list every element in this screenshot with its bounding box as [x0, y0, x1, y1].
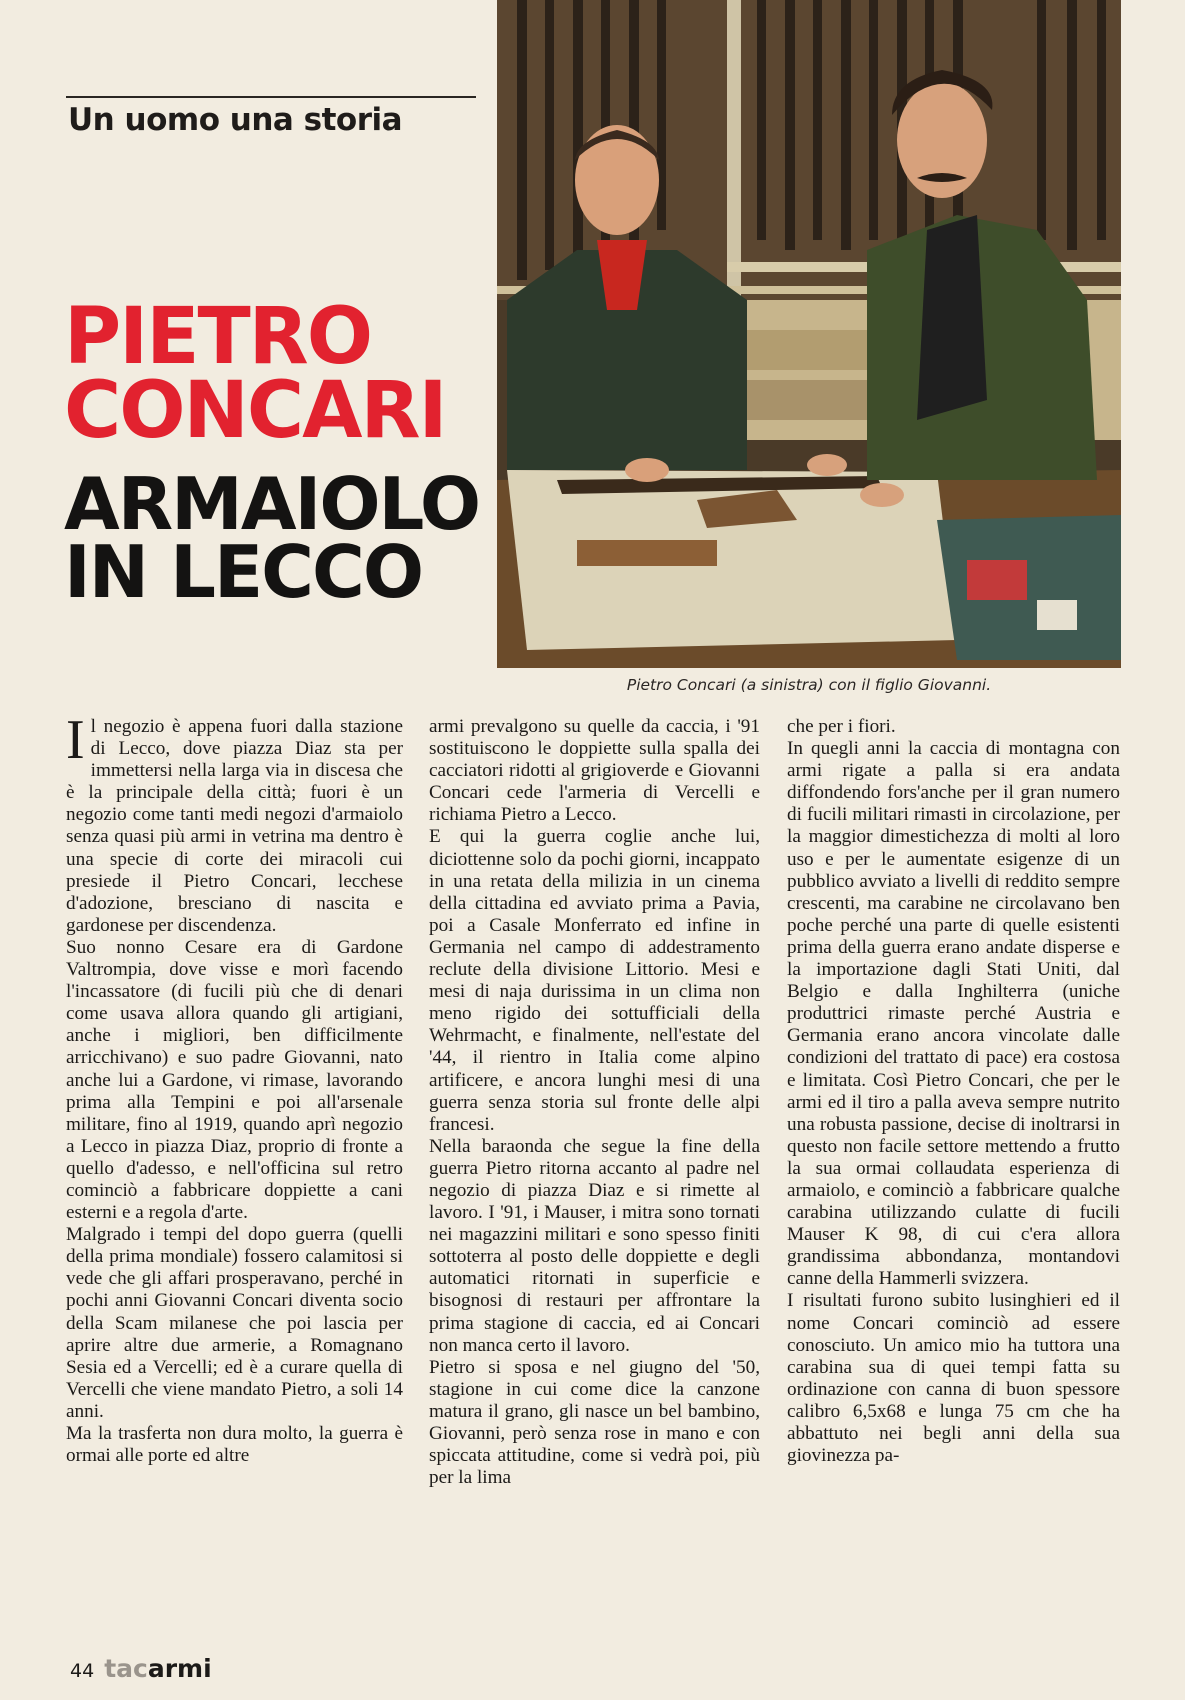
headline-subtitle: [64, 462, 494, 615]
headline-name-line1: PIETRO: [64, 292, 372, 382]
paragraph: Suo nonno Cesare era di Gardone Valtrompia, dove visse e morì facendo l'incassatore (di fucili più che di denari come usava allora quando gli artigiani, anche i migliori, ben difficilmente arricchivano) e suo padre Giovanni, nato anche lui a Gardone, vi rimase, lavorando prima alla Tempini e poi all'arsenale militare, fino al 1919, quando aprì negozio a Lecco in piazza Diaz, proprio di fronte a quello d'adesso, e nell'officina sul retro cominciò a fabbricare doppiette a cani esterni e a regola d'arte.: [66, 936, 403, 1224]
article-column-2: [429, 716, 760, 1606]
magazine-logo-part1: tac: [104, 1654, 148, 1683]
page-number: 44: [70, 1660, 95, 1682]
kicker-rule: [66, 96, 476, 98]
paragraph: Nella baraonda che segue la fine della guerra Pietro ritorna accanto al padre nel negozio di piazza Diaz e si rimette al lavoro. I '91, i Mauser, i mitra sono tornati nei magazzini militari e sono spesso finiti sottoterra al posto delle doppiette e degli automatici ritornati in superficie e bisognosi di restauri per affrontare la prima stagione di caccia, ed ai Concari non manca certo il lavoro.: [429, 1135, 760, 1356]
paragraph: Malgrado i tempi del dopo guerra (quelli della prima mondiale) fossero calamitosi si vede che gli affari prosperavano, perché in pochi anni Giovanni Concari diventa socio della Scam milanese che poi lascia per aprire altre due armerie, a Romagnano Sesia ed a Vercelli; ed è a curare quella di Vercelli che viene mandato Pietro, a soli 14 anni.: [66, 1224, 403, 1422]
paragraph: armi prevalgono su quelle da caccia, i '91 sostituiscono le doppiette sulla spalla dei cacciatori ridotti al grigioverde e Giovanni Concari cede l'armeria di Vercelli e richiama Pietro a Lecco.: [429, 716, 760, 826]
paragraph: In quegli anni la caccia di montagna con armi rigate a palla si era andata diffondendo fors'anche per il gran numero di fucili militari rimasti in circolazione, per la maggior dimestichezza di molti al loro uso e per le aumentate esigenze di un pubblico avviato a livelli di reddito sempre crescenti, ma carabine ne circolavano ben poche perché una parte di quelle esistenti prima della guerra erano andate disperse e la importazione dagli Stati Uniti, dal Belgio e dalla Inghilterra (uniche produttrici rimaste perché Austria e Germania erano ancora vincolate dalle condizioni del trattato di pace) era costosa e limitata. Così Pietro Concari, che per le armi ed il tiro a palla aveva sempre nutrito una robusta passione, decise di inoltrarsi in questo non facile settore mettendo a frutto la sua ormai collaudata esperienza di armaiolo, e cominciò a fabbricare qualche carabina utilizzando culatte di fucili Mauser K 98, di cui c'era allora grandissima abbondanza, montandovi canne della Hammerli svizzera.: [787, 738, 1120, 1290]
headline-name-line2: CONCARI: [64, 366, 446, 457]
magazine-logo-part2: armi: [147, 1654, 212, 1683]
drop-cap: I: [66, 716, 85, 771]
page-footer: [70, 1654, 212, 1683]
article-column-1: [66, 716, 403, 1606]
paragraph: Ma la trasferta non dura molto, la guerra è ormai alle porte ed altre: [66, 1423, 403, 1467]
paragraph: E qui la guerra coglie anche lui, diciottenne solo da pochi giorni, incappato in una retata della milizia in un cinema della cittadina ed avviato prima a Pavia, poi a Casale Monferrato ed infine in Germania nel campo di addestramento reclute della divisione Littorio. Mesi e mesi di naja durissima in un clima non meno rigido dei sottufficiali della Wehrmacht, e finalmente, nell'estate del '44, il rientro in Italia come alpino artificere, e ancora lunghi mesi di una guerra senza storia sul fronte delle alpi francesi.: [429, 826, 760, 1135]
shop-photo: [497, 0, 1121, 668]
paragraph: che per i fiori.: [787, 716, 896, 737]
photo-caption: Pietro Concari (a sinistra) con il figlio Giovanni.: [626, 676, 992, 694]
paragraph: I risultati furono subito lusinghieri ed il nome Concari cominciò ad essere conosciuto. Un amico mio ha tuttora una carabina sua di quei tempi fatta su ordinazione con canna di buon spessore calibro 6,5x68 e lunga 75 cm che ha abbattuto nei begli anni della sua giovinezza pa-: [787, 1290, 1120, 1467]
headline-subtitle-line1: ARMAIOLO: [64, 462, 480, 546]
section-kicker: Un uomo una storia: [68, 102, 403, 138]
headline-name: [64, 292, 494, 457]
paragraph: l negozio è appena fuori dalla stazione di Lecco, dove piazza Diaz sta per immettersi nella larga via in discesa che è la principale della città; fuori è un negozio come tanti medi negozi d'armaiolo senza quasi più armi in vetrina ma dentro è una specie di corte dei miracoli cui presiede il Pietro Concari, lecchese d'adozione, bresciano di nascita e gardonese per discendenza.: [66, 716, 403, 936]
article-column-3: [787, 716, 1120, 1606]
paragraph: Pietro si sposa e nel giugno del '50, stagione in cui come dice la canzone matura il grano, gli nasce un bel bambino, Giovanni, però senza rose in mano e con spiccata attitudine, come si vedrà poi, più per la lima: [429, 1356, 760, 1489]
headline-subtitle-line2: IN LECCO: [64, 530, 423, 615]
